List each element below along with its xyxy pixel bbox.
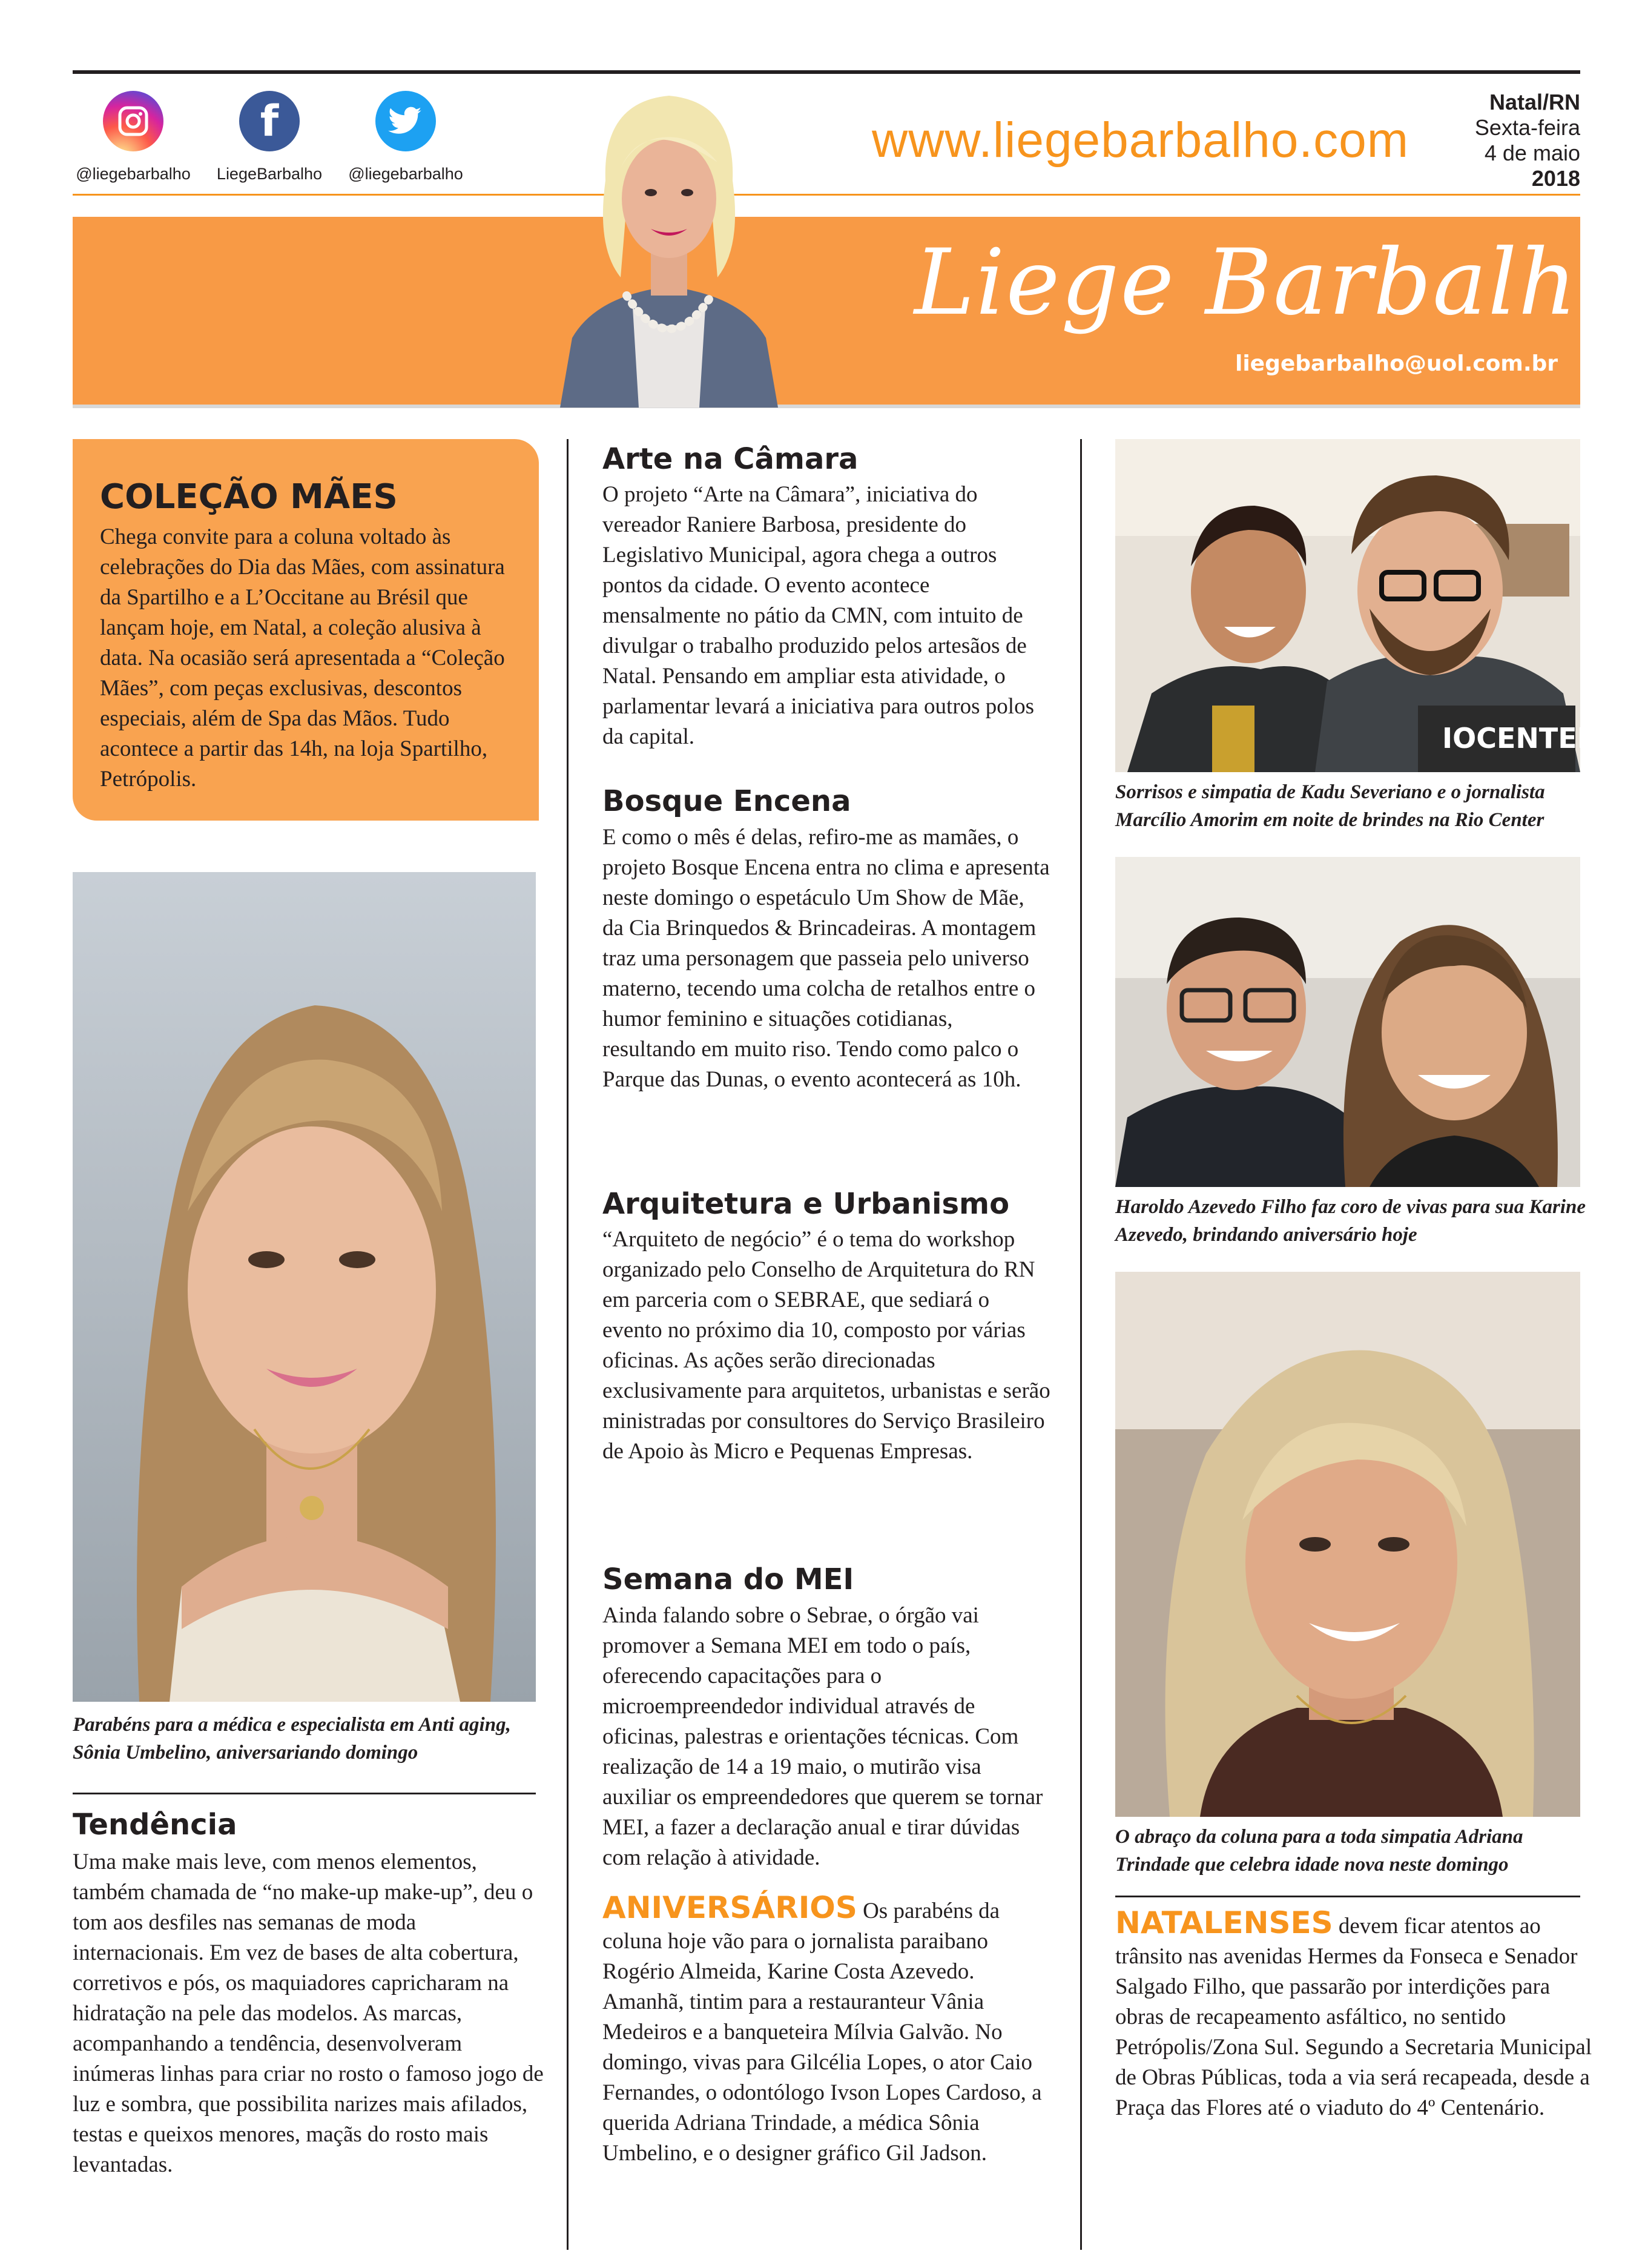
instagram-handle: @liegebarbalho [76,165,191,183]
website-link[interactable]: www.liegebarbalho.com [872,113,1409,168]
arquitetura-title: Arquitetura e Urbanismo [602,1187,1010,1221]
columnist-portrait [548,78,790,408]
arte-title: Arte na Câmara [602,442,859,476]
aniversarios-lead: ANIVERSÁRIOS [602,1890,857,1925]
arquitetura-text: “Arquiteto de negócio” é o tema do workshop organizado pelo Conselho de Arquitetura do RN em parceria com o SEBRAE, que sediará o evento no próximo dia 10, composto por várias oficinas. As ações serão direcionadas exclusivamente para arquitetos, urbanistas e serão ministradas por consultores do Serviço Brasileiro de Apoio às Micro e Pequenas Empresas. [602,1227,1050,1464]
header-top-rule [73,70,1580,74]
natalenses-lead: NATALENSES [1115,1905,1333,1940]
photo1-sign: IOCENTER [1442,722,1599,755]
bosque-title: Bosque Encena [602,784,851,818]
mei-text: Ainda falando sobre o Sebrae, o órgão vai promover a Semana MEI em todo o país, oferecendo capacitações para o microempreendedor individual através de oficinas, palestras e orientações técnicas. Com realização de 14 a 19 maio, o mutirão visa auxiliar os empreendedores que querem se tornar MEI, a fazer a declaração anual e tirar dúvidas com relação à atividade. [602,1603,1043,1870]
photo-caption-sonia: Parabéns para a médica e especialista em Anti aging, Sônia Umbelino, aniversariando domingo [73,1714,511,1764]
column-rule-right [1080,439,1082,2250]
natalenses-paragraph [1115,1905,1594,2123]
photo-caption-haroldo: Haroldo Azevedo Filho faz coro de vivas para sua Karine Azevedo, brindando aniversário hoje [1115,1196,1586,1246]
dateline [1475,90,1580,191]
header-divider [73,194,1580,196]
tendencia-title: Tendência [73,1808,237,1842]
banner-shadow [73,405,1580,408]
tendencia-rule [73,1793,536,1794]
twitter-handle: @liegebarbalho [348,165,463,183]
facebook-icon: f [239,91,300,151]
twitter-icon [375,91,436,151]
aniversarios-text: Os parabéns da coluna hoje vão para o jornalista paraibano Rogério Almeida, Karine Costa Azevedo. Amanhã, tintim para a restauranteur Vânia Medeiros e a banqueteira Mílvia Galvão. No domingo, vivas para Gilcélia Lopes, o ator Caio Fernandes, o odontólogo Ivson Lopes Cardoso, a querida Adriana Trindade, a médica Sônia Umbelino, e o designer gráfico Gil Jadson. [602,1899,1042,2166]
brand-email[interactable]: liegebarbalho@uol.com.br [1235,351,1558,376]
bosque-text: E como o mês é delas, refiro-me as mamães, o projeto Bosque Encena entra no clima e apresenta neste domingo o espetáculo Um Show de Mãe, da Cia Brinquedos & Brincadeiras. A montagem traz uma personagem que passeia pelo universo materno, tecendo uma colcha de retalhos entre o humor feminino e situações cotidianas, resultando em muito riso. Tendo como palco o Parque das Dunas, o evento acontecerá as 10h. [602,825,1050,1092]
colecao-text: Chega convite para a coluna voltado às celebrações do Dia das Mães, com assinatura da Spartilho e a L’Occitane au Brésil que lançam hoje, em Natal, a coleção alusiva à data. Na ocasião será apresentada a “Coleção Mães”, com peças exclusivas, descontos especiais, além de Spa das Mãos. Tudo acontece a partir das 14h, na loja Spartilho, Petrópolis. [100,524,505,792]
instagram-icon [103,91,163,151]
facebook-handle: LiegeBarbalho [216,165,323,183]
photo-caption-kadu: Sorrisos e simpatia de Kadu Severiano e o jornalista Marcílio Amorim em noite de brindes na Rio Center [1115,781,1545,831]
mei-title: Semana do MEI [602,1562,854,1596]
aniversarios-paragraph [602,1890,1050,2169]
weekday: Sexta-feira [1474,115,1580,140]
tendencia-text: Uma make mais leve, com menos elementos, também chamada de “no make-up make-up”, deu o tom aos desfiles nas semanas de moda internacionais. Em vez de bases de alta cobertura, corretivos e pós, os maquiadores capricharam na hidratação na pele das modelos. As marcas, acompanhando a tendência, desenvolveram inúmeras linhas para criar no rosto o famoso jogo de luz e sombra, que possibilita narizes mais afilados, testas e queixos menores, maçãs do rosto mais levantadas. [73,1850,544,2177]
photo-kadu-marcilio [1115,439,1599,772]
photo-sonia-umbelino [73,872,536,1702]
facebook-link[interactable] [203,91,336,183]
column-rule-left [567,439,569,2250]
photo-adriana-trindade [1115,1272,1580,1817]
year: 2018 [1531,166,1580,191]
photo-haroldo-karine [1115,857,1580,1187]
natalenses-rule [1115,1896,1580,1897]
twitter-link[interactable] [339,91,472,183]
instagram-link[interactable] [67,91,200,183]
natalenses-text: devem ficar atentos ao trânsito nas avenidas Hermes da Fonseca e Senador Salgado Filho, que passarão por interdições para obras de recapeamento asfáltico, no sentido Petrópolis/Zona Sul. Segundo a Secretaria Municipal de Obras Públicas, toda a via será recapeada, desde a Praça das Flores até o viaduto do 4º Centenário. [1115,1914,1592,2120]
location: Natal/RN [1489,90,1580,114]
date: 4 de maio [1484,141,1580,165]
arte-text: O projeto “Arte na Câmara”, iniciativa do vereador Raniere Barbosa, presidente do Legislativo Municipal, agora chega a outros pontos da cidade. O evento acontece mensalmente no pátio da CMN, com intuito de divulgar o trabalho produzido pelos artesãos de Natal. Pensando em ampliar esta atividade, o parlamentar levará a iniciativa para outros polos da capital. [602,482,1034,749]
colecao-title: COLEÇÃO MÃES [100,477,398,517]
photo-caption-adriana: O abraço da coluna para a toda simpatia Adriana Trindade que celebra idade nova neste domingo [1115,1826,1523,1876]
brand-name: Liege Barbalho [914,230,1634,336]
